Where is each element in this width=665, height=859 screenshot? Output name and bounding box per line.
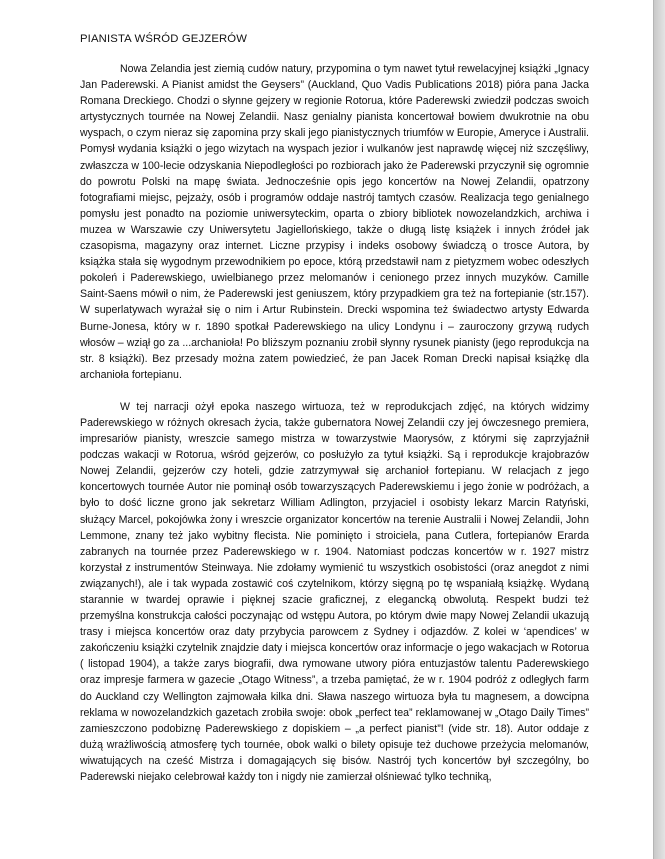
window-background-edge	[654, 0, 665, 859]
document-title: PIANISTA WŚRÓD GEJZERÓW	[80, 33, 248, 45]
paragraph-1: Nowa Zelandia jest ziemią cudów natury, przypomina o tym nawet tytuł rewelacyjnej książki „Ignacy Jan Paderewski. A Pianist amidst the Geysers” (Auckland, Quo Vadis Publications 2018) pióra pana Jacka Romana Dreckiego. Chodzi o słynne gejzery w regionie Rotorua, które Paderewski zwiedził podczas swoich artystycznych tournée na Nowej Zelandii. Nasz genialny pianista koncertował bowiem dwukrotnie na obu wyspach, o czym nieraz się zapomina przy skali jego pianistycznych triumfów w Europie, Ameryce i Australii. Pomysł wydania książki o jego wizytach na wyspach jezior i wulkanów jest naprawdę więcej niż szczęśliwy, zwłaszcza w 100-lecie odzyskania Niepodległości po rozbiorach jako że Paderewski przyczynił się ogromnie do powrotu Polski na mapę świata. Jednocześnie opis jego koncertów na Nowej Zelandii, opatrzony fotografiami miejsc, pejzaży, osób i programów oddaje nastrój tamtych czasów. Realizacja tego genialnego pomysłu jest ponadto na poziomie uniwersyteckim, oparta o zbiory bibliotek nowozelandzkich, archiwa i muzea w Warszawie czy Uniwersytetu Jagiellońskiego, także o długą listę książek i innych źródeł jak czasopisma, magazyny oraz internet. Liczne przypisy i indeks osobowy świadczą o trosce Autora, by książka stała się wygodnym przewodnikiem po epoce, którą przedstawił nam z pietyzmem wobec odeszłych pokoleń i Paderewskiego, uwielbianego przez melomanów i cenionego przez innych muzyków. Camille Saint-Saens mówił o nim, że Paderewski jest geniuszem, który przypadkiem gra też na fortepianie (str.157). W superlatywach wyrażał się o nim i Artur Rubinstein. Drecki wspomina też świadectwo artysty Edwarda Burne-Jonesa, który w r. 1890 spotkał Paderewskiego na ulicy Londynu i – zauroczony grzywą rudych włosów – wziął go za ...archanioła! Po bliższym poznaniu zrobił słynny rysunek pianisty (jego reprodukcja na str. 8 książki). Bez przesady można zatem powiedzieć, że pan Jacek Roman Drecki napisał książkę dla archanioła fortepianu.	[80, 63, 589, 381]
paragraph-2: W tej narracji ożył epoka naszego wirtuoza, też w reprodukcjach zdjęć, na których widzimy Paderewskiego w różnych okresach życia, także gubernatora Nowej Zelandii czy jej ówczesnego premiera, impresariów pianisty, wreszcie samego mistrza w towarzystwie Maorysów, z którymi się zaprzyjaźnił podczas wakacji w Rotorua, wśród gejzerów, co posłużyło za tytuł książki. Są i reprodukcje krajobrazów Nowej Zelandii, gejzerów czy hoteli, gdzie zatrzymywał się archanioł fortepianu. W relacjach z jego koncertowych tournée Autor nie pominął osób towarzyszących Paderewskiemu i jego żonie w podróżach, a było to dość liczne grono jak sekretarz William Adlington, przyjaciel i osobisty lekarz Marcin Ratyński, służący Marcel, pokojówka żony i wreszcie organizator koncertów na terenie Australii i Nowej Zelandii, John Lemmone, znany też jako wybitny flecista. Nie pominięto i stroiciela, pana Cutlera, fortepianów Erarda zabranych na tournée przez Paderewskiego w r. 1904. Natomiast podczas koncertów w r. 1927 mistrz korzystał z instrumentów Steinwaya. Nie zdołamy wymienić tu wszystkich osobistości (oraz anegdot z nimi związanych!), ale i tak wypada zostawić coś czytelnikom, którzy sięgną po tę wspaniałą książkę. Wydaną starannie w twardej oprawie i pięknej szacie graficznej, z elegancką obwolutą. Respekt budzi też przemyślna konstrukcja całości poczynając od wstępu Autora, po którym dwie mapy Nowej Zelandii ukazują trasy i miejsca koncertów oraz daty przybycia parowcem z Sydney i odjazdów. Z kolei w ‘apendices’ w zakończeniu książki czytelnik znajdzie daty i miejsca koncertów oraz informacje o jego wakacjach w Rotorua ( listopad 1904), a także zarys biografii, dwa rymowane utwory pióra entuzjastów talentu Paderewskiego oraz impresje farmera w gazecie „Otago Witness”, a trzeba pamiętać, że w r. 1904 podróż z odległych farm do Auckland czy Wellington zajmowała kilka dni. Sława naszego wirtuoza była tu magnesem, a dowcipna reklama w nowozelandzkich gazetach zrobiła swoje: obok „perfect tea” reklamowanej w „Otago Daily Times” zamieszczono podobiznę Paderewskiego z dopiskiem – „a perfect pianist”! (vide str. 18). Autor oddaje z dużą wrażliwością atmosferę tych tournée, obok walki o bilety opisuje też duchowe przeżycia melomanów, wiwatujących na cześć Mistrza i domagających się bisów. Nastrój tych koncertów był szczególny, bo Paderewski niejako celebrował każdy ton i nigdy nie zamierzał olśniewać tylko techniką,	[80, 400, 589, 784]
